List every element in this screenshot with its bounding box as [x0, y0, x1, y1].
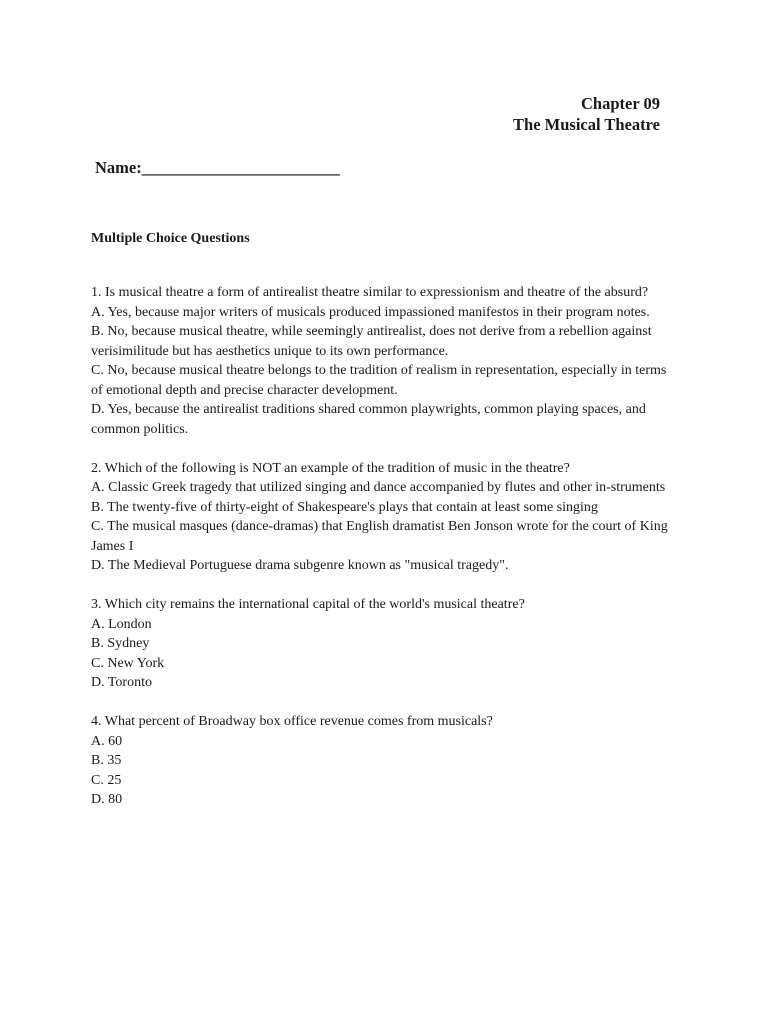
question-stem: 1. Is musical theatre a form of antirealist theatre similar to expressionism and theatre of the absurd?: [91, 285, 649, 300]
question-stem: 2. Which of the following is NOT an example of the tradition of music in the theatre?: [91, 460, 570, 476]
answer-option: C. 25: [91, 772, 122, 788]
chapter-number: Chapter 09: [581, 94, 660, 113]
question-list: [91, 283, 671, 829]
answer-option: C. New York: [91, 655, 165, 671]
chapter-header: [513, 93, 660, 135]
answer-option: B. The twenty-five of thirty-eight of Shakespeare's plays that contain at least some singing: [91, 499, 598, 515]
answer-option: C. The musical masques (dance-dramas) that English dramatist Ben Jonson wrote for the court of King James I: [91, 519, 668, 554]
question-4: [91, 712, 671, 810]
answer-option: A. Classic Greek tragedy that utilized singing and dance accompanied by flutes and other in-struments: [91, 480, 666, 495]
answer-option: A. Yes, because major writers of musicals produced impassioned manifestos in their program notes.: [91, 304, 650, 320]
question-2: [91, 459, 671, 576]
answer-option: B. No, because musical theatre, while seemingly antirealist, does not derive from a rebellion against verisimilitude but has aesthetics unique to its own performance.: [91, 324, 652, 359]
section-heading: Multiple Choice Questions: [91, 231, 250, 246]
answer-option: D. Yes, because the antirealist traditions shared common playwrights, common playing spaces, and common politics.: [91, 402, 646, 437]
answer-option: D. Toronto: [91, 675, 152, 690]
answer-option: A. 60: [91, 733, 123, 749]
name-field: Name:________________________: [95, 158, 340, 177]
chapter-title: The Musical Theatre: [513, 115, 660, 134]
answer-option: B. Sydney: [91, 636, 150, 651]
answer-option: B. 35: [91, 753, 122, 768]
question-3: [91, 595, 671, 693]
question-1: [91, 283, 671, 439]
answer-option: D. 80: [91, 792, 123, 807]
answer-option: A. London: [91, 616, 152, 632]
question-stem: 3. Which city remains the international capital of the world's musical theatre?: [91, 597, 525, 612]
answer-option: C. No, because musical theatre belongs to the tradition of realism in representation, especially in terms of emotional depth and precise character development.: [91, 363, 667, 398]
question-stem: 4. What percent of Broadway box office revenue comes from musicals?: [91, 714, 493, 729]
answer-option: D. The Medieval Portuguese drama subgenre known as "musical tragedy".: [91, 558, 509, 573]
